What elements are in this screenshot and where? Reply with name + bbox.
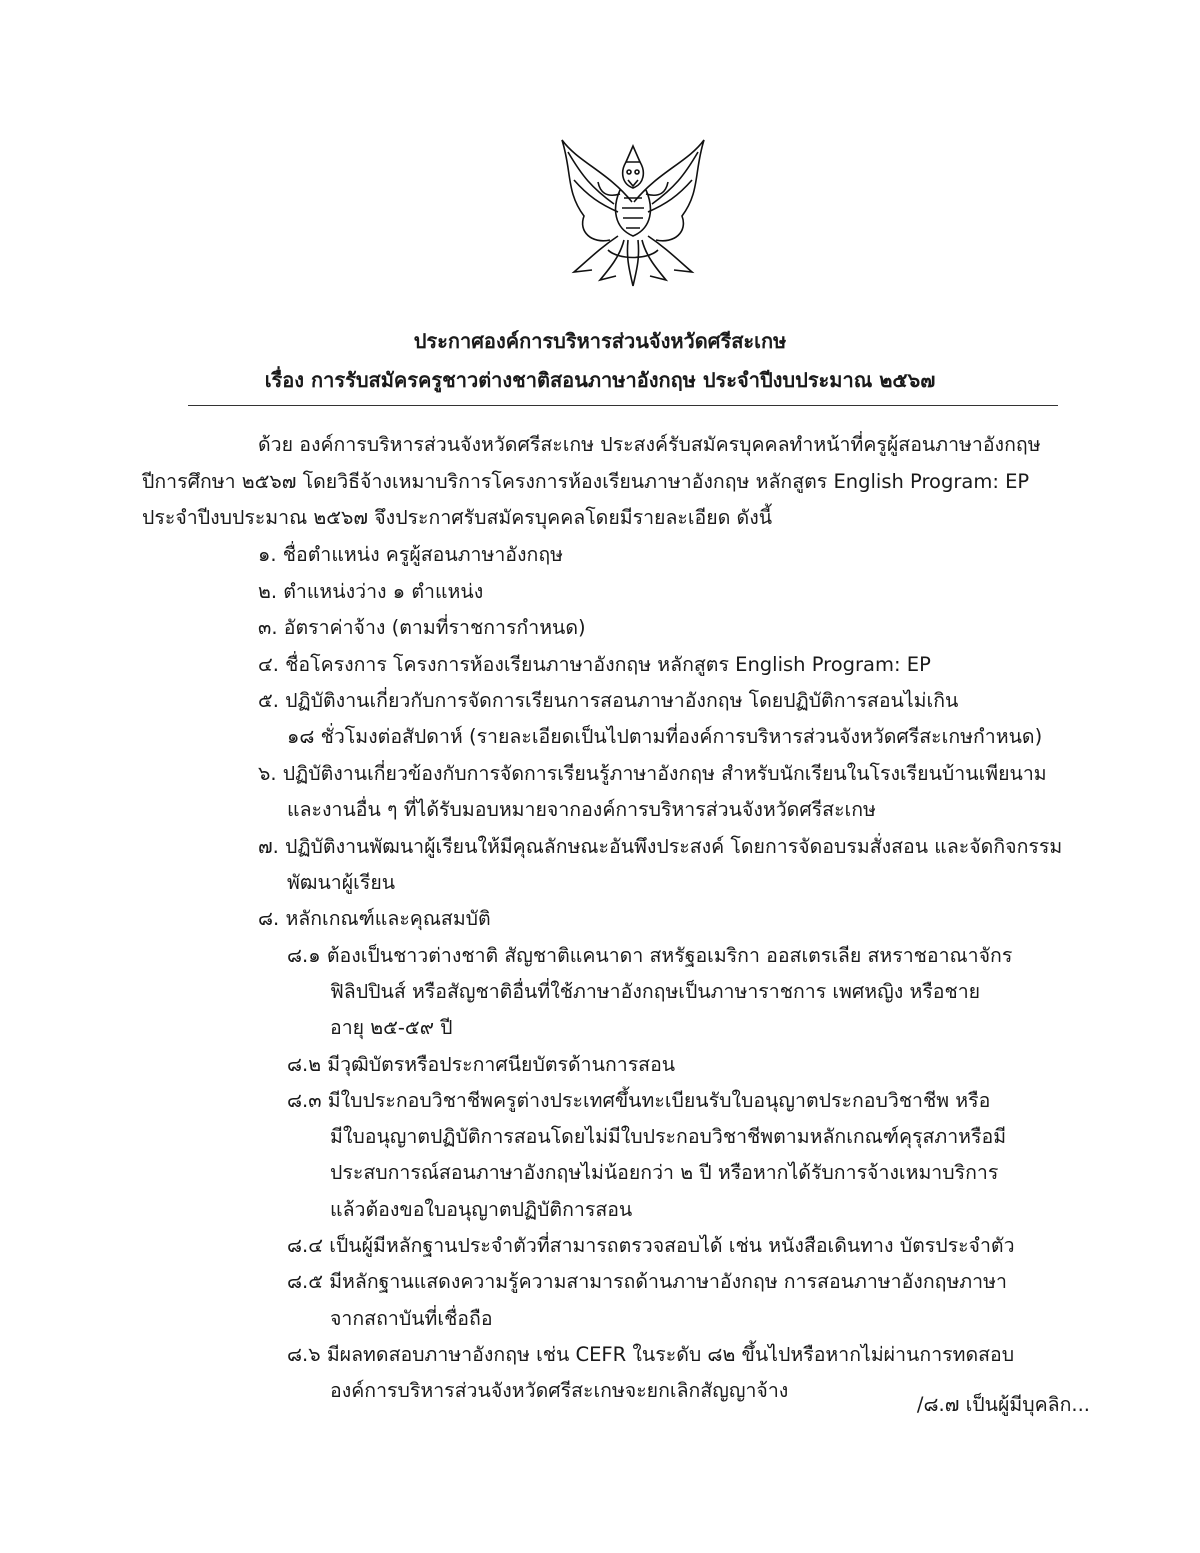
sub-8-1-line-3: อายุ ๒๕-๕๙ ปี: [330, 1016, 453, 1039]
intro-line-1: ด้วย องค์การบริหารส่วนจังหวัดศรีสะเกษ ประสงค์รับสมัครบุคคลทำหน้าที่ครูผู้สอนภาษาอังกฤษ: [258, 433, 1041, 456]
garuda-emblem-icon: [548, 132, 718, 290]
sub-8-3-line-2: มีใบอนุญาตปฏิบัติการสอนโดยไม่มีใบประกอบวิชาชีพตามหลักเกณฑ์คุรุสภาหรือมี: [330, 1125, 1007, 1148]
item-8: ๘. หลักเกณฑ์และคุณสมบัติ: [258, 907, 491, 930]
item-7-line-1: ๗. ปฏิบัติงานพัฒนาผู้เรียนให้มีคุณลักษณะอันพึงประสงค์ โดยการจัดอบรมสั่งสอน และจัดกิจกรรม: [258, 835, 1063, 858]
announcement-subject: เรื่อง การรับสมัครครูชาวต่างชาติสอนภาษาอังกฤษ ประจำปีงบประมาณ ๒๕๖๗: [264, 368, 936, 392]
item-3: ๓. อัตราค่าจ้าง (ตามที่ราชการกำหนด): [258, 616, 586, 639]
sub-8-3-line-3: ประสบการณ์สอนภาษาอังกฤษไม่น้อยกว่า ๒ ปี หรือหากได้รับการจ้างเหมาบริการ: [330, 1161, 999, 1184]
sub-8-5-line-2: จากสถาบันที่เชื่อถือ: [330, 1307, 493, 1330]
item-5-line-2: ๑๘ ชั่วโมงต่อสัปดาห์ (รายละเอียดเป็นไปตามที่องค์การบริหารส่วนจังหวัดศรีสะเกษกำหนด): [287, 725, 1043, 748]
item-6-line-1: ๖. ปฏิบัติงานเกี่ยวข้องกับการจัดการเรียนรู้ภาษาอังกฤษ สำหรับนักเรียนในโรงเรียนบ้านเพียนาม: [258, 762, 1047, 785]
sub-8-4: ๘.๔ เป็นผู้มีหลักฐานประจำตัวที่สามารถตรวจสอบได้ เช่น หนังสือเดินทาง บัตรประจำตัว: [287, 1234, 1015, 1257]
item-7-line-2: พัฒนาผู้เรียน: [287, 871, 396, 894]
sub-8-5-line-1: ๘.๕ มีหลักฐานแสดงความรู้ความสามารถด้านภาษาอังกฤษ การสอนภาษาอังกฤษภาษา: [287, 1270, 1007, 1293]
header-divider: [188, 405, 1058, 406]
sub-8-3-line-1: ๘.๓ มีใบประกอบวิชาชีพครูต่างประเทศขึ้นทะเบียนรับใบอนุญาตประกอบวิชาชีพ หรือ: [287, 1089, 991, 1112]
item-1: ๑. ชื่อตำแหน่ง ครูผู้สอนภาษาอังกฤษ: [258, 543, 564, 566]
intro-line-2: ปีการศึกษา ๒๕๖๗ โดยวิธีจ้างเหมาบริการโครงการห้องเรียนภาษาอังกฤษ หลักสูตร English Program: EP: [142, 470, 1030, 493]
item-6-line-2: และงานอื่น ๆ ที่ได้รับมอบหมายจากองค์การบริหารส่วนจังหวัดศรีสะเกษ: [287, 798, 876, 821]
sub-8-1-line-1: ๘.๑ ต้องเป็นชาวต่างชาติ สัญชาติแคนาดา สหรัฐอเมริกา ออสเตรเลีย สหราชอาณาจักร: [287, 944, 1013, 967]
sub-8-2: ๘.๒ มีวุฒิบัตรหรือประกาศนียบัตรด้านการสอน: [287, 1053, 676, 1076]
sub-8-6-line-2: องค์การบริหารส่วนจังหวัดศรีสะเกษจะยกเลิกสัญญาจ้าง: [330, 1379, 789, 1402]
item-2: ๒. ตำแหน่งว่าง ๑ ตำแหน่ง: [258, 580, 484, 603]
continuation-marker: /๘.๗ เป็นผู้มีบุคลิก...: [916, 1393, 1090, 1416]
item-5-line-1: ๕. ปฏิบัติงานเกี่ยวกับการจัดการเรียนการสอนภาษาอังกฤษ โดยปฏิบัติการสอนไม่เกิน: [258, 689, 959, 712]
intro-line-3: ประจำปีงบประมาณ ๒๕๖๗ จึงประกาศรับสมัครบุคคลโดยมีรายละเอียด ดังนี้: [142, 506, 773, 529]
sub-8-1-line-2: ฟิลิปปินส์ หรือสัญชาติอื่นที่ใช้ภาษาอังกฤษเป็นภาษาราชการ เพศหญิง หรือชาย: [330, 980, 981, 1003]
announcement-title: ประกาศองค์การบริหารส่วนจังหวัดศรีสะเกษ: [413, 329, 787, 353]
item-4: ๔. ชื่อโครงการ โครงการห้องเรียนภาษาอังกฤษ หลักสูตร English Program: EP: [258, 653, 931, 676]
sub-8-3-line-4: แล้วต้องขอใบอนุญาตปฏิบัติการสอน: [330, 1198, 633, 1221]
sub-8-6-line-1: ๘.๖ มีผลทดสอบภาษาอังกฤษ เช่น CEFR ในระดับ ๘๒ ขึ้นไปหรือหากไม่ผ่านการทดสอบ: [287, 1343, 1015, 1366]
